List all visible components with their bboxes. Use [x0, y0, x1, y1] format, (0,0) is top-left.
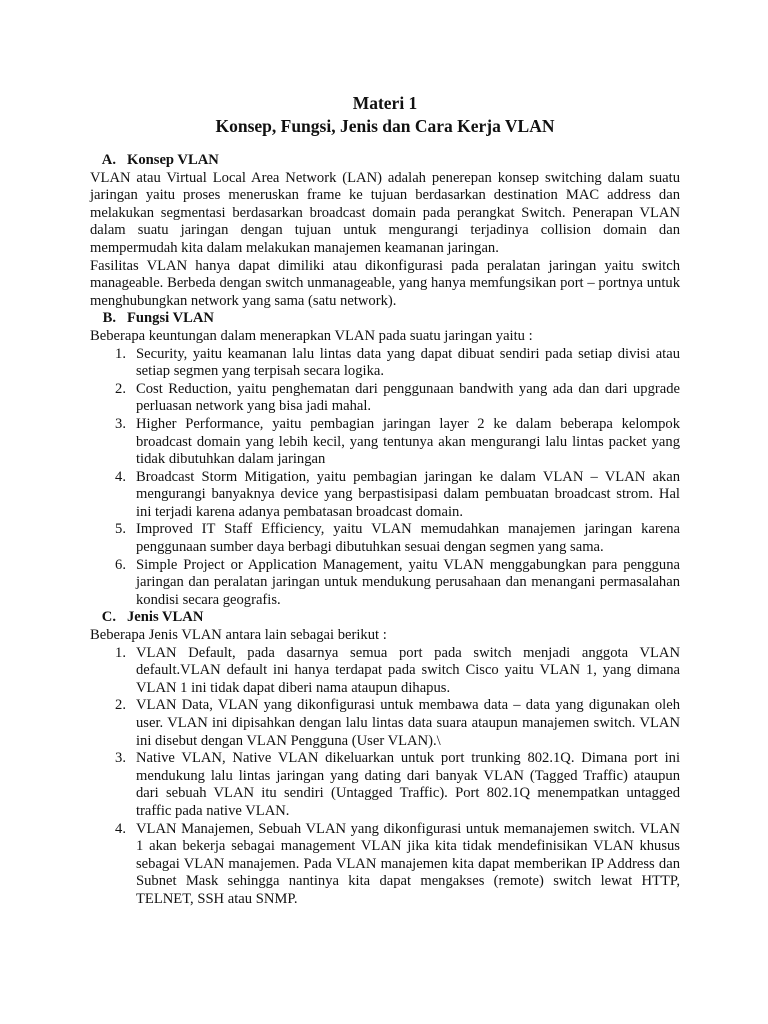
list-item-number: 1. — [115, 644, 126, 661]
section-a-heading — [90, 152, 680, 170]
section-c-list — [90, 645, 680, 909]
section-c-intro: Beberapa Jenis VLAN antara lain sebagai berikut : — [90, 627, 387, 644]
list-item — [90, 381, 680, 416]
list-item-text: Native VLAN, Native VLAN dikeluarkan untuk port trunking 802.1Q. Dimana port ini mendukung lalu lintas jaringan yang dating dari banyak VLAN (Tagged Traffic) ataupun dari sebuah VLAN itu sendiri (Untagged Traffic). Port 802.1Q menempatkan untagged traffic pada native VLAN. — [136, 750, 680, 819]
list-item — [90, 469, 680, 522]
list-item-text: VLAN Data, VLAN yang dikonfigurasi untuk membawa data – data yang digunakan oleh user. VLAN ini dipisahkan dengan lalu lintas data suara ataupun manajemen switch. VLAN ini disebut dengan VLAN Pengguna (User VLAN).\ — [136, 697, 680, 749]
list-item-number: 3. — [115, 750, 126, 767]
list-item-text: Broadcast Storm Mitigation, yaitu pembagian jaringan ke dalam VLAN – VLAN akan mengurangi banyaknya device yang berpastisipasi dalam pembuatan broadcast strom. Hal ini terjadi karena adanya pembatasan broadcast domain. — [136, 468, 680, 520]
list-item-number: 6. — [115, 556, 126, 573]
document-page — [90, 92, 680, 909]
list-item-text: VLAN Manajemen, Sebuah VLAN yang dikonfigurasi untuk memanajemen switch. VLAN 1 akan bekerja sebagai management VLAN jika kita tidak mendefinisikan VLAN khusus sebagai VLAN manajemen. Pada VLAN manajemen kita dapat memberikan IP Address dan Subnet Mask sehingga nantinya kita dapat mengakses (remote) switch lewat HTTP, TELNET, SSH atau SNMP. — [136, 820, 680, 907]
list-item — [90, 521, 680, 556]
list-item-text: Improved IT Staff Efficiency, yaitu VLAN memudahkan manajemen jaringan karena penggunaan sumber daya berbagi dibutuhkan sesuai dengan segmen yang sama. — [136, 521, 680, 556]
list-item — [90, 697, 680, 750]
list-item — [90, 821, 680, 909]
list-item — [90, 346, 680, 381]
list-item-text: Simple Project or Application Management, yaitu VLAN menggabungkan para pengguna jaringan dan peralatan jaringan untuk mendukung perusahaan dan menangani permasalahan kondisi secara geografis. — [136, 556, 680, 608]
list-item-number: 1. — [115, 345, 126, 362]
list-item-number: 2. — [115, 380, 126, 397]
list-item-text: Cost Reduction, yaitu penghematan dari penggunaan bandwith yang ada dan dari upgrade perluasan network yang bisa jadi mahal. — [136, 380, 680, 415]
section-b-intro: Beberapa keuntungan dalam menerapkan VLAN pada suatu jaringan yaitu : — [90, 327, 533, 344]
list-item-number: 3. — [115, 415, 126, 432]
list-item-text: VLAN Default, pada dasarnya semua port pada switch menjadi anggota VLAN default.VLAN default ini hanya terdapat pada switch Cisco yaitu VLAN 1, yang dimana VLAN 1 ini tidak dapat diberi nama ataupun dihapus. — [136, 644, 680, 696]
document-title-line-2: Konsep, Fungsi, Jenis dan Cara Kerja VLAN — [215, 116, 555, 136]
section-b-letter: B. — [102, 310, 116, 327]
section-a-title: Konsep VLAN — [127, 152, 219, 168]
document-title-line-1: Materi 1 — [352, 93, 418, 113]
section-c-letter: C. — [101, 609, 116, 626]
list-item-number: 4. — [115, 820, 126, 837]
list-item-number: 4. — [115, 468, 126, 485]
section-b-list — [90, 346, 680, 610]
section-b-title: Fungsi VLAN — [127, 310, 214, 327]
section-a-letter: A. — [101, 152, 116, 168]
list-item — [90, 557, 680, 610]
list-item-text: Security, yaitu keamanan lalu lintas data yang dapat dibuat sendiri pada setiap divisi atau setiap segmen yang terpisah secara logika. — [136, 345, 680, 380]
section-b-heading — [90, 310, 680, 328]
list-item-text: Higher Performance, yaitu pembagian jaringan layer 2 ke dalam beberapa kelompok broadcast domain yang lebih kecil, yang tentunya akan mengurangi lalu lintas packet yang tidak dibutuhkan dalam jaringan — [136, 415, 680, 468]
list-item — [90, 416, 680, 469]
list-item — [90, 750, 680, 820]
list-item — [90, 645, 680, 698]
section-a-paragraph-2: Fasilitas VLAN hanya dapat dimiliki atau dikonfigurasi pada peralatan jaringan yaitu switch manageable. Berbeda dengan switch unmanageable, yang hanya memfungsikan port – portnya untuk menghubungkan network yang sama (satu network). — [90, 257, 680, 309]
section-a-paragraph-1: VLAN atau Virtual Local Area Network (LAN) adalah penerepan konsep switching dalam suatu jaringan yaitu proses meneruskan frame ke tujuan berdasarkan destination MAC address dan melakukan segmentasi berdasarkan broadcast domain pada perangkat Switch. Penerapan VLAN dalam suatu jaringan dengan tujuan untuk mengurangi terjadinya collision domain dan mempermudah kita dalam melakukan manajemen keamanan jaringan. — [90, 169, 680, 256]
section-c-heading — [90, 609, 680, 627]
section-c-title: Jenis VLAN — [127, 609, 204, 626]
list-item-number: 2. — [115, 697, 126, 714]
list-item-number: 5. — [115, 521, 126, 538]
